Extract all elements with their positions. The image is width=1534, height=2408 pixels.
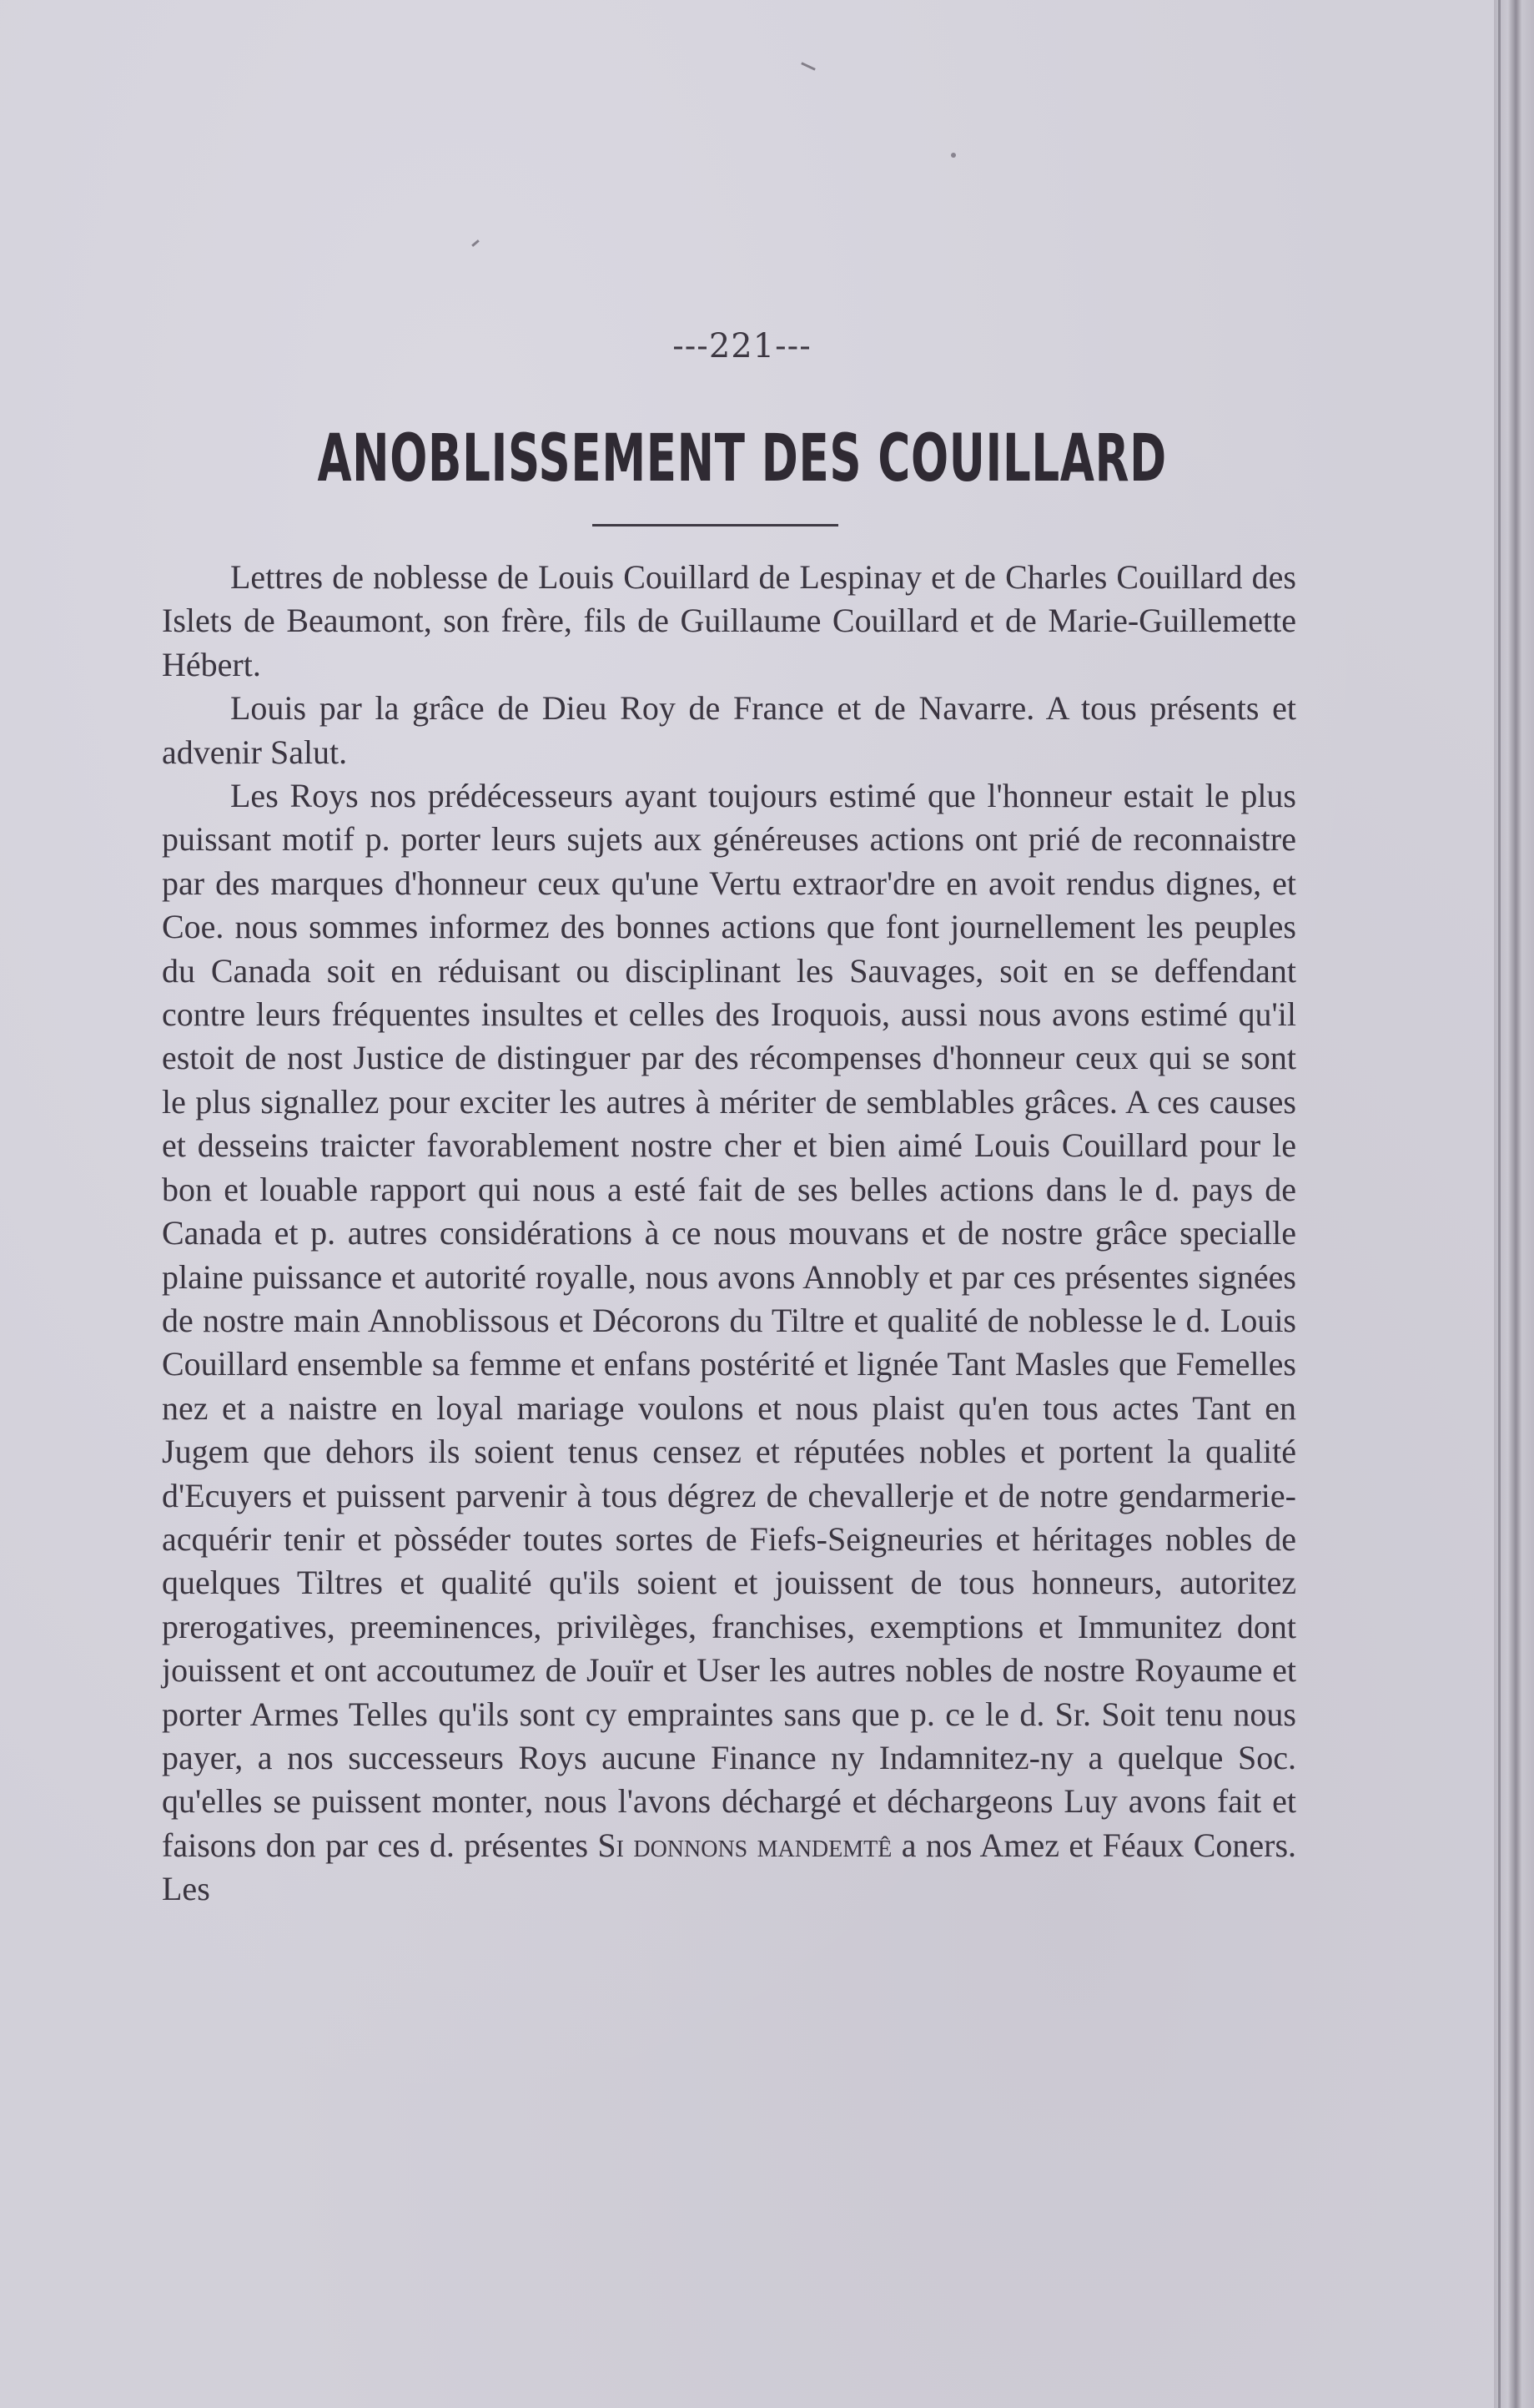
document-body	[162, 556, 1296, 1912]
paper-speck	[951, 153, 956, 158]
paper-mark	[471, 239, 480, 247]
main-paragraph-end: a nos Amez et Féaux Coners. Les	[162, 1826, 1297, 1908]
main-paragraph-text: Les Roys nos prédécesseurs ayant toujours estimé que l'honneur estait le plus puissant motif p. porter leurs sujets aux généreuses actions ont prié de reconnaistre par des marques d'honneur ceux qu'une Vertu extraor'dre en avoit rendus dignes, et Coe. nous sommes informez des bonnes actions que font journellement les peuples du Canada soit en réduisant ou disciplinant les Sauvages, soit en se deffendant contre leurs fréquentes insultes et celles des Iroquois, aussi nous avons estimé qu'il estoit de nost Justice de distinguer par des récompenses d'honneur ceux qui se sont le plus signallez pour exciter les autres à mériter de semblables grâces. A ces causes et desseins traicter favorablement nostre cher et bien aimé Louis Couillard pour le bon et louable rapport qui nous a esté fait de ses belles actions dans le d. pays de Canada et p. autres considérations à ce nous mouvans et de nostre grâce specialle plaine puissance et autorité royalle, nous avons Annobly et par ces présentes signées de nostre main Annoblissous et Décorons du Tiltre et qualité de noblesse le d. Louis Couillard ensemble sa femme et enfans postérité et lignée Tant Masles que Femelles nez et a naistre en loyal mariage voulons et nous plaist qu'en tous actes Tant en Jugem que dehors ils soient tenus censez et réputées nobles et portent la qualité d'Ecuyers et puissent parvenir à tous dégrez de chevallerje et de notre gendarmerie-acquérir tenir et pòsséder toutes sortes de Fiefs-Seigneuries et héritages nobles de quelques Tiltres et qualité qu'ils soient et jouissent de tous honneurs, autoritez prerogatives, preeminences, privilèges, franchises, exemptions et Immunitez dont jouissent et ont accoutumez de Jouïr et User les autres nobles de nostre Royaume et porter Armes Telles qu'ils sont cy empraintes sans que p. ce le d. Sr. Soit tenu nous payer, a nos successeurs Roys aucune Finance ny Indamnitez-ny a quelque Soc. qu'elles se puissent monter, nous l'avons déchargé et déchargeons Luy avons fait et faisons don par ces d. présentes	[162, 777, 1296, 1864]
salutation-paragraph: Louis par la grâce de Dieu Roy de France et de Navarre. A tous présents et advenir Salut.	[162, 689, 1296, 771]
page-title: ANOBLISSEMENT DES COUILLARD	[317, 421, 1167, 496]
title-divider	[592, 524, 838, 526]
paper-mark	[801, 62, 816, 70]
intro-paragraph: Lettres de noblesse de Louis Couillard de Lespinay et de Charles Couillard des Islets de Beaumont, son frère, fils de Guillaume Couillard et de Marie-Guillemette Hébert.	[162, 558, 1296, 683]
main-paragraph-smallcaps: Si donnons mandemtê	[597, 1826, 893, 1864]
main-paragraph	[162, 774, 1296, 1912]
page-number: ---221---	[672, 327, 812, 365]
page-fold-line	[1498, 0, 1501, 2408]
